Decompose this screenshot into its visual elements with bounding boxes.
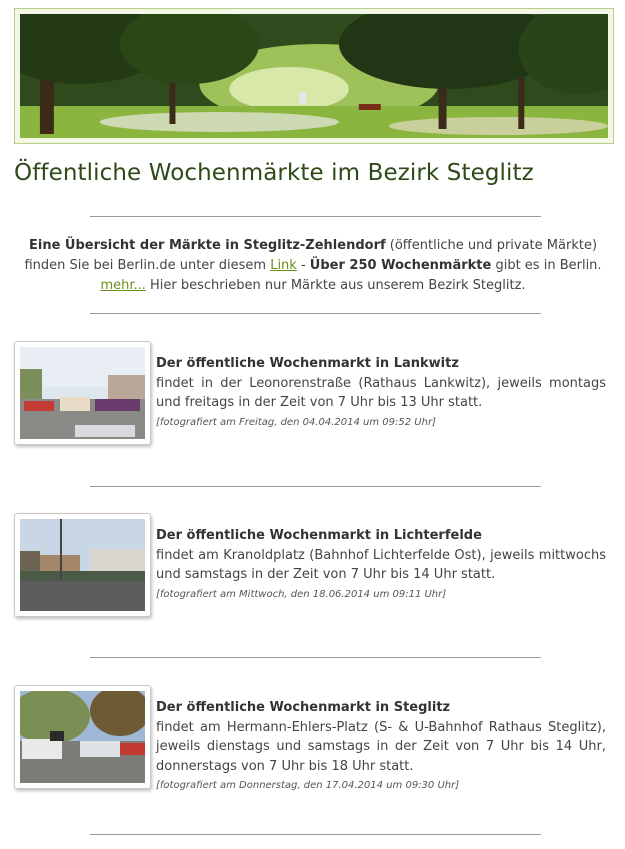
intro-dash: -	[296, 258, 310, 273]
divider	[90, 486, 541, 487]
divider	[90, 834, 541, 835]
divider	[90, 657, 541, 658]
intro-paragraph	[14, 236, 612, 296]
market-photo-lichterfelde[interactable]	[14, 513, 151, 617]
market-photo-steglitz[interactable]	[14, 685, 151, 789]
intro-text-count: gibt es in Berlin.	[491, 258, 602, 273]
divider	[90, 313, 541, 314]
more-link[interactable]: mehr...	[100, 278, 146, 293]
market-description: findet in der Leonorenstraße (Rathaus Lankwitz), jeweils montags und freitags in der Zeit von 7 Uhr bis 13 Uhr statt.	[156, 375, 606, 410]
photo-caption: [fotografiert am Mittwoch, den 18.06.2014 um 09:11 Uhr]	[156, 588, 447, 600]
market-text-lichterfelde	[156, 526, 606, 603]
market-title: Der öffentliche Wochenmarkt in Steglitz	[156, 700, 451, 715]
photo-caption: [fotografiert am Freitag, den 04.04.2014 um 09:52 Uhr]	[156, 416, 436, 428]
market-description: findet am Hermann-Ehlers-Platz (S- & U-Bahnhof Rathaus Steglitz), jeweils dienstags und samstags in der Zeit von 7 Uhr bis 14 Uhr, donnerstags von 7 Uhr bis 18 Uhr statt.	[156, 719, 606, 774]
intro-tail: Hier beschrieben nur Märkte aus unserem Bezirk Steglitz.	[145, 278, 526, 293]
page-title: Öffentliche Wochenmärkte im Bezirk Steglitz	[14, 160, 534, 186]
berlin-link[interactable]: Link	[270, 258, 297, 273]
market-photo-lankwitz[interactable]	[14, 341, 151, 445]
intro-bold-count: Über 250 Wochenmärkte	[309, 258, 492, 273]
header-banner-image	[14, 8, 614, 144]
market-text-lankwitz	[156, 354, 606, 431]
market-description: findet am Kranoldplatz (Bahnhof Lichterfelde Ost), jeweils mittwochs und samstags in der Zeit von 7 Uhr bis 14 Uhr statt.	[156, 547, 606, 582]
intro-text: (öffentliche und private Märkte) finden Sie bei Berlin.de unter diesem	[24, 238, 598, 273]
market-title: Der öffentliche Wochenmarkt in Lichterfelde	[156, 528, 482, 543]
divider	[90, 216, 541, 217]
market-text-steglitz	[156, 698, 606, 794]
market-title: Der öffentliche Wochenmarkt in Lankwitz	[156, 356, 459, 371]
photo-caption: [fotografiert am Donnerstag, den 17.04.2014 um 09:30 Uhr]	[156, 780, 460, 791]
intro-bold-lead: Eine Übersicht der Märkte in Steglitz-Zehlendorf	[28, 238, 386, 253]
